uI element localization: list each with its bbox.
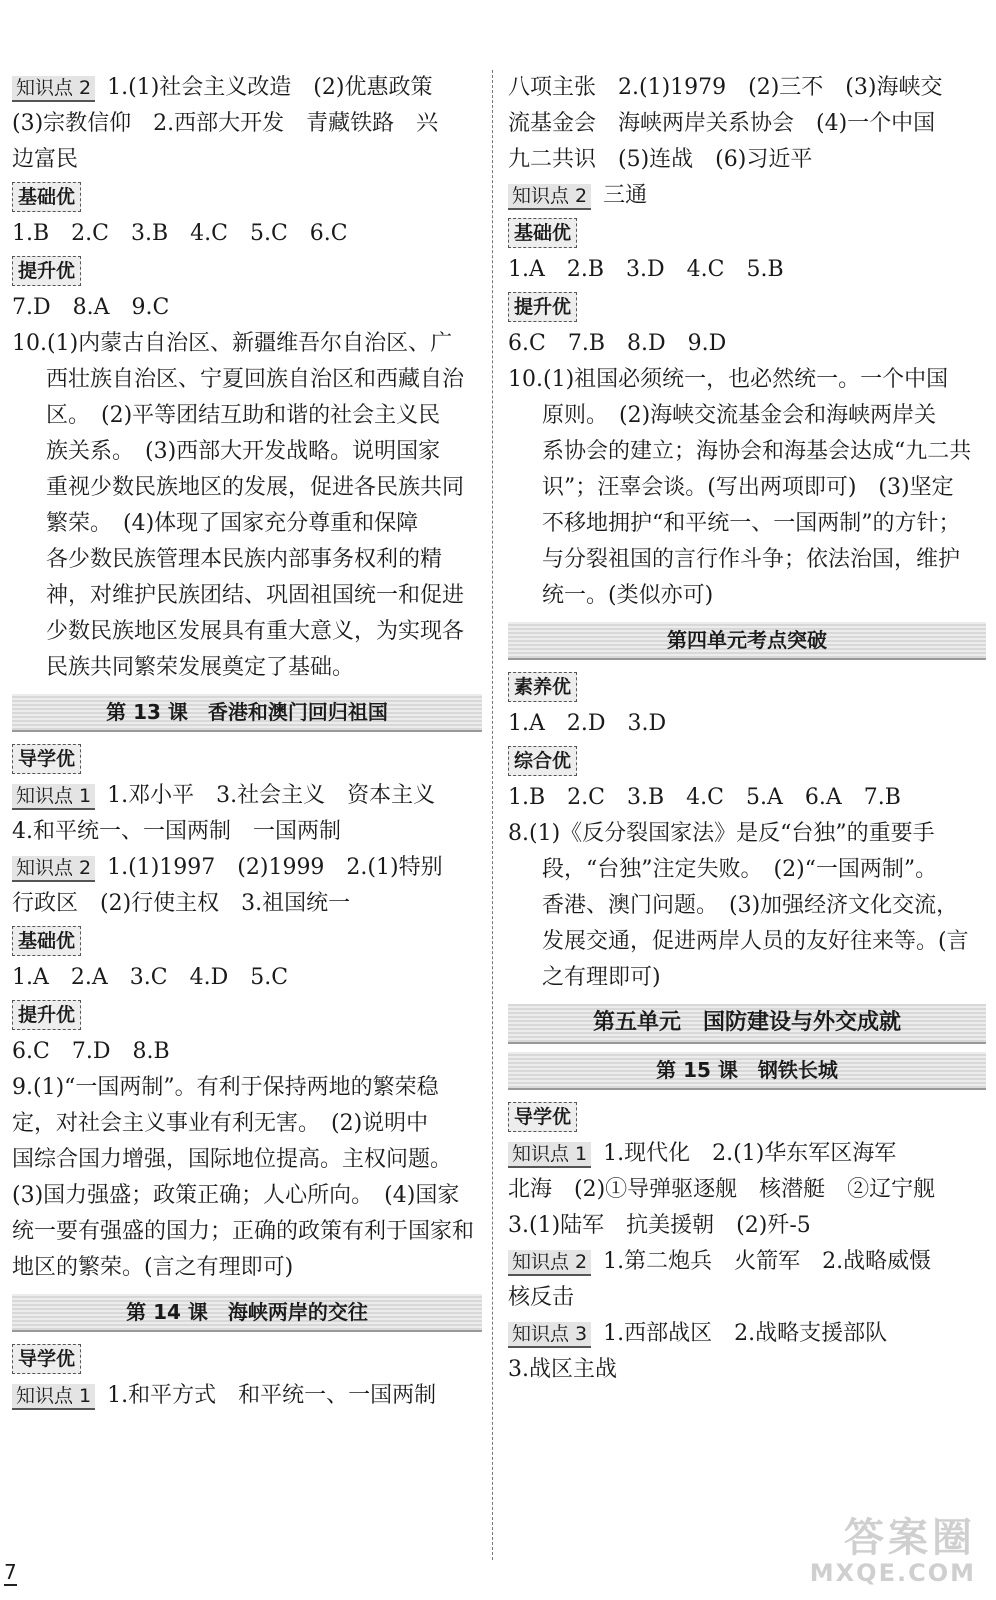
answer-line: 民族共同繁荣发展奠定了基础。 xyxy=(46,655,355,680)
answer-line: 定，对社会主义事业有利无害。 (2)说明中 xyxy=(12,1111,429,1136)
knowledge-point-label: 知识点 1 xyxy=(12,1384,95,1410)
right-column xyxy=(508,70,986,1388)
section-label-literacy: 素养优 xyxy=(508,672,577,702)
left-column xyxy=(12,70,482,1414)
answer-line: 边富民 xyxy=(12,147,79,172)
answer-line: 6.C 7.B 8.D 9.D xyxy=(508,331,727,356)
answer-line: 1.A 2.A 3.C 4.D 5.C xyxy=(12,965,289,990)
answer-text: 1.和平方式 和平统一、一国两制 xyxy=(107,1383,437,1408)
question-8-answer xyxy=(508,816,986,996)
answer-line: 发展交通，促进两岸人员的友好往来等。(言 xyxy=(542,929,969,954)
answer-line: 识”；汪辜会谈。(写出两项即可) (3)坚定 xyxy=(542,475,954,500)
section-label-basic: 基础优 xyxy=(12,182,81,212)
answer-line: 3.战区主战 xyxy=(508,1357,617,1382)
answer-line: 1.B 2.C 3.B 4.C 5.C 6.C xyxy=(12,221,348,246)
answer-text: 1.第二炮兵 火箭军 2.战略威慑 xyxy=(603,1249,932,1274)
section-label-guide: 导学优 xyxy=(12,1344,81,1374)
section-label-advanced: 提升优 xyxy=(12,256,81,286)
answer-line: 6.C 7.D 8.B xyxy=(12,1039,170,1064)
answer-line: 香港、澳门问题。 (3)加强经济文化交流， xyxy=(542,893,959,918)
answer-line: 神，对维护民族团结、巩固祖国统一和促进 xyxy=(46,583,465,608)
answer-line: 原则。 (2)海峡交流基金会和海峡两岸关 xyxy=(542,403,937,428)
answer-line: 统一要有强盛的国力；正确的政策有利于国家和 xyxy=(12,1219,475,1244)
answer-line: 1.A 2.B 3.D 4.C 5.B xyxy=(508,257,784,282)
answer-text: 三通 xyxy=(603,183,648,208)
answer-line: 少数民族地区发展具有重大意义，为实现各 xyxy=(46,619,465,644)
column-divider xyxy=(492,70,493,1560)
unit-4-heading: 第四单元考点突破 xyxy=(508,622,986,660)
lesson-14-heading: 第 14 课 海峡两岸的交往 xyxy=(12,1294,482,1332)
question-10-answer xyxy=(508,362,986,614)
section-label-guide: 导学优 xyxy=(12,744,81,774)
section-label-advanced: 提升优 xyxy=(12,1000,81,1030)
answer-line: 统一。(类似亦可) xyxy=(542,583,714,608)
answer-line: 重视少数民族地区的发展，促进各民族共同 xyxy=(46,475,465,500)
kp-line xyxy=(12,778,482,814)
answer-line: 9.(1)“一国两制”。有利于保持两地的繁荣稳 xyxy=(12,1075,439,1100)
answer-line: (3)宗教信仰 2.西部大开发 青藏铁路 兴 xyxy=(12,111,439,136)
answer-line: 繁荣。 (4)体现了国家充分尊重和保障 xyxy=(46,511,419,536)
answer-text: 1.(1)社会主义改造 (2)优惠政策 xyxy=(107,75,433,100)
watermark-url: MXQE.COM xyxy=(809,1559,976,1587)
kp-line xyxy=(508,178,986,214)
watermark-logo xyxy=(810,1516,976,1586)
answer-line: 九二共识 (5)连战 (6)习近平 xyxy=(508,147,813,172)
knowledge-point-label: 知识点 2 xyxy=(12,856,95,882)
kp-line xyxy=(508,1316,986,1352)
section-label-basic: 基础优 xyxy=(12,926,81,956)
kp-line xyxy=(12,1378,482,1414)
answer-line: 4.和平统一、一国两制 一国两制 xyxy=(12,819,341,844)
lesson-15-heading: 第 15 课 钢铁长城 xyxy=(508,1052,986,1090)
knowledge-point-label: 知识点 2 xyxy=(508,184,591,210)
kp-line xyxy=(508,1136,986,1172)
lesson-13-heading: 第 13 课 香港和澳门回归祖国 xyxy=(12,694,482,732)
knowledge-point-label: 知识点 3 xyxy=(508,1322,591,1348)
section-label-comprehensive: 综合优 xyxy=(508,746,577,776)
question-9-answer xyxy=(12,1070,482,1286)
answer-line: 行政区 (2)行使主权 3.祖国统一 xyxy=(12,891,351,916)
answer-line: 核反击 xyxy=(508,1285,575,1310)
answer-line: 1.B 2.C 3.B 4.C 5.A 6.A 7.B xyxy=(508,785,901,810)
watermark-title: 答案圈 xyxy=(844,1515,976,1561)
kp-line xyxy=(12,850,482,886)
answer-line: 族关系。 (3)西部大开发战略。说明国家 xyxy=(46,439,441,464)
answer-line: 1.A 2.D 3.D xyxy=(508,711,667,736)
knowledge-point-label: 知识点 1 xyxy=(12,784,95,810)
section-label-basic: 基础优 xyxy=(508,218,577,248)
answer-line: 与分裂祖国的言行作斗争；依法治国，维护 xyxy=(542,547,961,572)
answer-line: 地区的繁荣。(言之有理即可) xyxy=(12,1255,294,1280)
answer-line: 八项主张 2.(1)1979 (2)三不 (3)海峡交 xyxy=(508,75,943,100)
answer-line: 各少数民族管理本民族内部事务权利的精 xyxy=(46,547,443,572)
answer-line: 国综合国力增强，国际地位提高。主权问题。 xyxy=(12,1147,453,1172)
answer-line: 8.(1)《反分裂国家法》是反“台独”的重要手 xyxy=(508,821,935,846)
answer-line: 7.D 8.A 9.C xyxy=(12,295,170,320)
answer-line: 10.(1)祖国必须统一，也必然统一。一个中国 xyxy=(508,367,949,392)
answer-line: 之有理即可) xyxy=(542,965,661,990)
kp-line xyxy=(12,70,482,106)
answer-text: 1.现代化 2.(1)华东军区海军 xyxy=(603,1141,897,1166)
knowledge-point-label: 知识点 1 xyxy=(508,1142,591,1168)
answer-line: 系协会的建立；海协会和海基会达成“九二共 xyxy=(542,439,972,464)
answer-line: 不移地拥护“和平统一、一国两制”的方针； xyxy=(542,511,961,536)
answer-line: 段，“台独”注定失败。 (2)“一国两制”。 xyxy=(542,857,938,882)
answer-line: 区。 (2)平等团结互助和谐的社会主义民 xyxy=(46,403,441,428)
section-label-advanced: 提升优 xyxy=(508,292,577,322)
answer-line: 10.(1)内蒙古自治区、新疆维吾尔自治区、广 xyxy=(12,331,453,356)
question-10-answer xyxy=(12,326,482,686)
answer-text: 1.(1)1997 (2)1999 2.(1)特别 xyxy=(107,855,443,880)
answer-line: 北海 (2)①导弹驱逐舰 核潜艇 ②辽宁舰 xyxy=(508,1177,936,1202)
section-label-guide: 导学优 xyxy=(508,1102,577,1132)
answer-line: 流基金会 海峡两岸关系协会 (4)一个中国 xyxy=(508,111,936,136)
answer-text: 1.邓小平 3.社会主义 资本主义 xyxy=(107,783,436,808)
answer-line: (3)国力强盛；政策正确；人心所向。 (4)国家 xyxy=(12,1183,460,1208)
answer-text: 1.西部战区 2.战略支援部队 xyxy=(603,1321,888,1346)
kp-line xyxy=(508,1244,986,1280)
knowledge-point-label: 知识点 2 xyxy=(508,1250,591,1276)
knowledge-point-label: 知识点 2 xyxy=(12,76,95,102)
answer-line: 3.(1)陆军 抗美援朝 (2)歼-5 xyxy=(508,1213,811,1238)
answer-line: 西壮族自治区、宁夏回族自治区和西藏自治 xyxy=(46,367,465,392)
unit-5-heading: 第五单元 国防建设与外交成就 xyxy=(508,1004,986,1044)
page-number: 7 xyxy=(4,1560,17,1584)
